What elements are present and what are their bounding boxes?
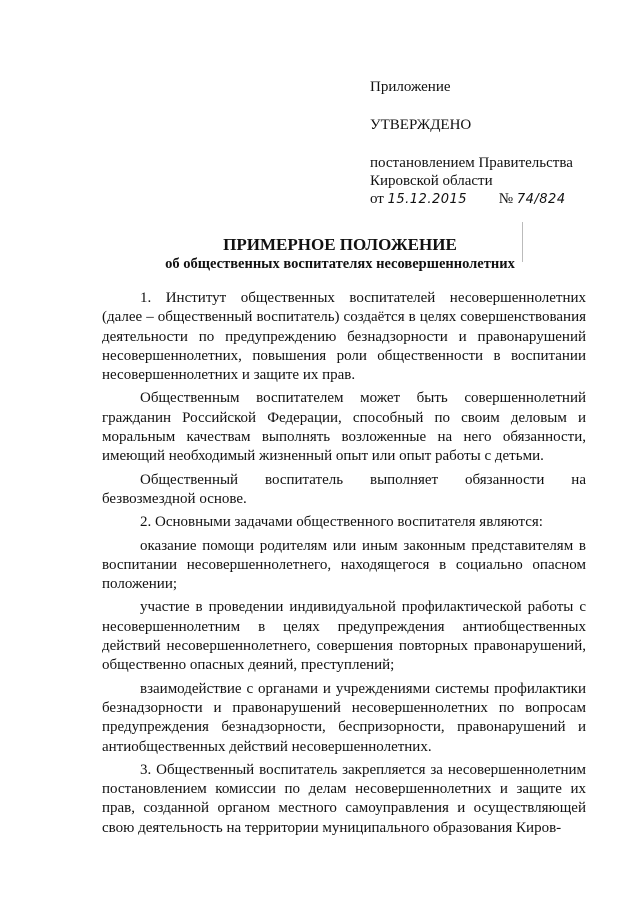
appendix-label: Приложение bbox=[370, 79, 451, 95]
paragraph-8: 3. Общественный воспитатель закрепляется за несовершеннолетним постановлением комиссии по делам несовершеннолетних и защите их прав, созданной органом местного самоуправления и осуществляющей свою деятельность на территории муниципального образования Киров- bbox=[102, 761, 586, 836]
approved-label: УТВЕРЖДЕНО bbox=[370, 117, 472, 133]
paragraph-5: оказание помощи родителям или иным законным представителям в воспитании несовершеннолетнего, находящегося в социально опасном положении; bbox=[102, 537, 586, 593]
date-prefix: от bbox=[370, 191, 384, 207]
paragraph-7: взаимодействие с органами и учреждениями системы профилактики безнадзорности и правонарушений несовершеннолетних по вопросам предупреждения безнадзорности, беспризорности, правонарушений и антиобщественных действий несовершеннолетних. bbox=[102, 680, 586, 755]
resolution-line-1: постановлением Правительства bbox=[370, 155, 573, 171]
date-value: 15.12.2015 bbox=[387, 192, 468, 207]
number-value: 74/824 bbox=[516, 192, 566, 207]
paragraph-6: участие в проведении индивидуальной профилактической работы с несовершеннолетним в целях предупреждения антиобщественных действий несовершеннолетнего, совершения повторных правонарушений, общественно опасных деяний, преступлений; bbox=[102, 599, 586, 674]
document-subtitle: об общественных воспитателях несовершеннолетних bbox=[165, 256, 515, 272]
paragraph-4: 2. Основными задачами общественного воспитателя являются: bbox=[140, 514, 543, 531]
number-prefix: № bbox=[498, 191, 514, 207]
document-title: ПРИМЕРНОЕ ПОЛОЖЕНИЕ bbox=[223, 235, 457, 254]
paragraph-3: Общественный воспитатель выполняет обязанности на безвозмездной основе. bbox=[102, 471, 586, 507]
resolution-line-2: Кировской области bbox=[370, 173, 493, 189]
approval-block bbox=[370, 78, 620, 209]
resolution-date-number bbox=[370, 190, 620, 209]
document-body bbox=[102, 289, 586, 838]
paragraph-1: 1. Институт общественных воспитателей несовершеннолетних (далее – общественный воспитатель) создаётся в целях совершенствования деятельности по предупреждению безнадзорности и правонарушений несовершеннолетних, повышения роли общественности в воспитании несовершеннолетних и защите их прав. bbox=[102, 290, 586, 384]
paragraph-2: Общественным воспитателем может быть совершеннолетний гражданин Российской Федерации, способный по своим деловым и моральным качествам выполнять возложенные на него обязанности, имеющий необходимый жизненный опыт или опыт работы с детьми. bbox=[102, 390, 586, 465]
scan-artifact-line bbox=[522, 222, 523, 262]
